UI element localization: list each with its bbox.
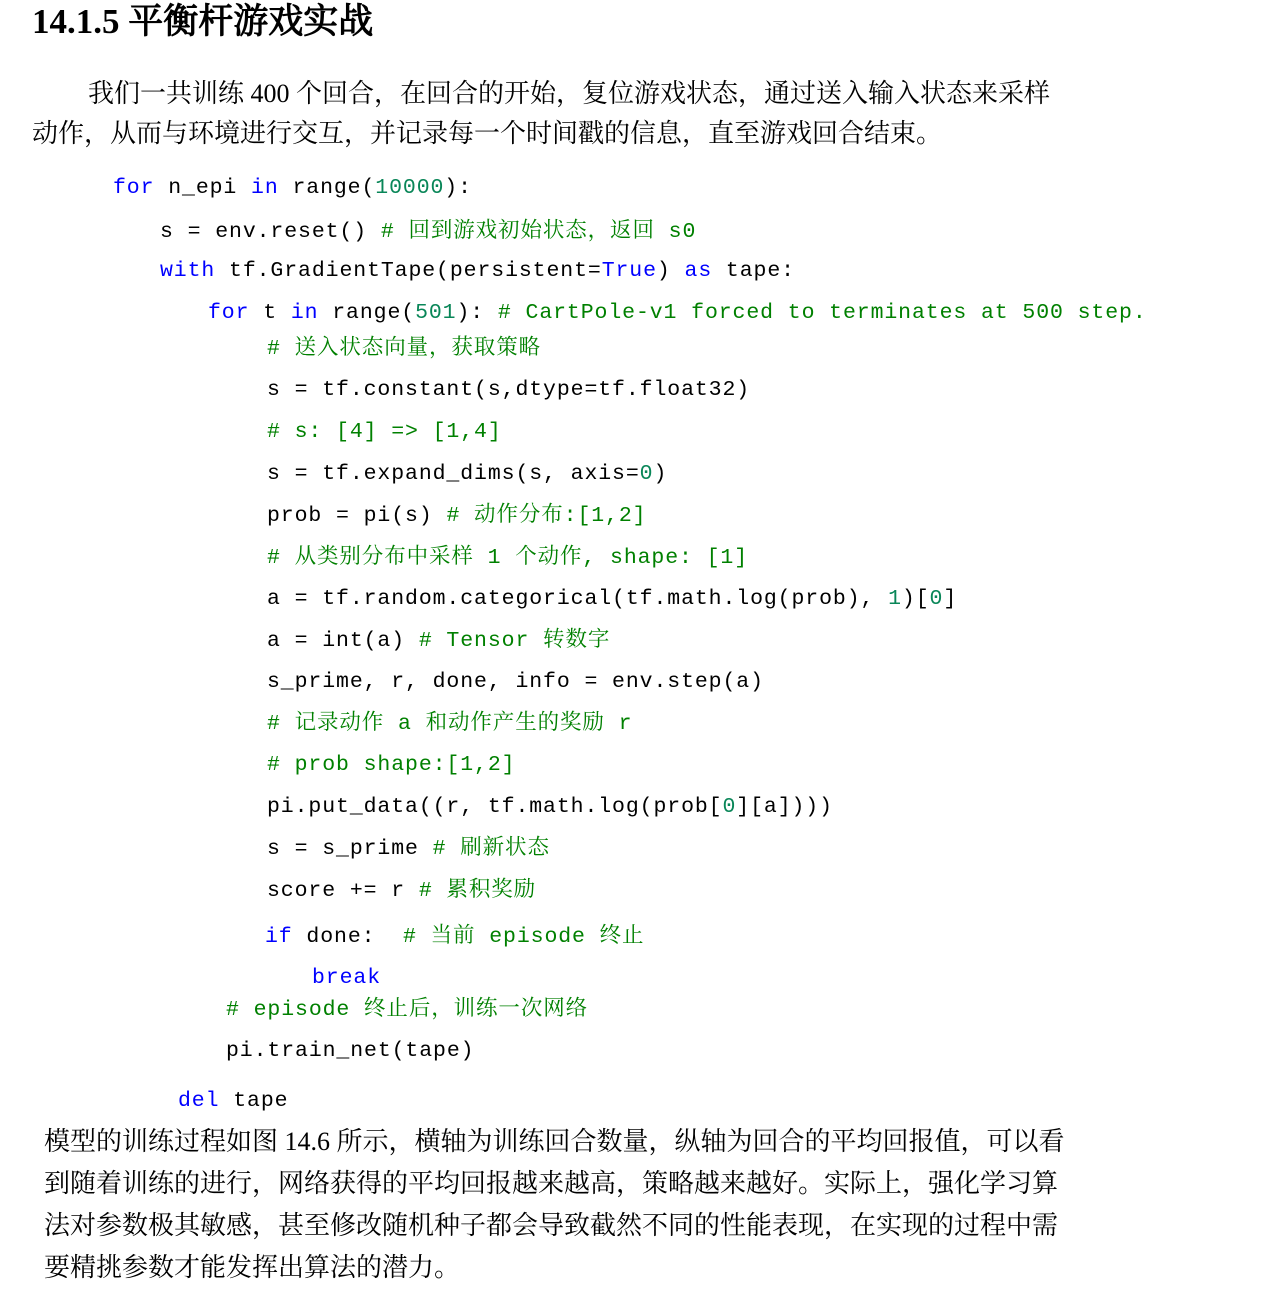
code-token-comment: # prob shape:[1,2] xyxy=(267,753,516,777)
code-line xyxy=(208,299,1147,327)
code-token-plain: s = tf.constant(s,dtype=tf.float32) xyxy=(267,378,751,402)
code-line xyxy=(267,710,632,738)
code-line xyxy=(267,376,750,404)
code-token-plain: n_epi xyxy=(154,176,252,200)
code-token-number: 0 xyxy=(929,587,944,611)
code-token-plain: a = int(a) xyxy=(267,629,419,653)
code-token-plain: pi.put_data((r, tf.math.log(prob[ xyxy=(267,795,723,819)
outro-line: 要精挑参数才能发挥出算法的潜力。 xyxy=(44,1253,461,1282)
code-token-keyword: with xyxy=(160,259,216,283)
code-token-comment: # CartPole-v1 forced to terminates at 500 step. xyxy=(497,301,1147,325)
code-token-plain: score += r xyxy=(267,879,419,903)
outro-line: 模型的训练过程如图 14.6 所示，横轴为训练回合数量，纵轴为回合的平均回报值，可以看 xyxy=(44,1127,1065,1156)
code-line xyxy=(160,257,795,285)
code-line xyxy=(160,218,696,246)
code-token-keyword: del xyxy=(178,1089,220,1113)
code-token-plain: a = tf.random.categorical(tf.math.log(prob), xyxy=(267,587,889,611)
code-token-keyword: for xyxy=(208,301,250,325)
code-line xyxy=(267,335,541,363)
code-line xyxy=(226,996,588,1024)
code-line xyxy=(178,1087,288,1115)
code-token-plain: s = env.reset() xyxy=(160,220,381,244)
code-token-plain: ) xyxy=(656,259,685,283)
code-token-plain: prob = pi(s) xyxy=(267,504,447,528)
code-line xyxy=(267,793,833,821)
code-token-plain: t xyxy=(249,301,291,325)
code-token-plain: s_prime, r, done, info = env.step(a) xyxy=(267,670,764,694)
code-line xyxy=(267,877,536,905)
outro-line: 法对参数极其敏感，甚至修改随机种子都会导致截然不同的性能表现，在实现的过程中需 xyxy=(44,1211,1059,1240)
code-token-plain: ): xyxy=(444,176,472,200)
intro-line: 我们一共训练 400 个回合，在回合的开始，复位游戏状态，通过送入输入状态来采样 xyxy=(88,79,1051,108)
code-token-number: 10000 xyxy=(375,176,445,200)
code-token-comment: # 刷新状态 xyxy=(432,837,550,861)
code-line xyxy=(312,964,381,992)
code-token-number: 0 xyxy=(639,462,654,486)
code-token-plain: tape xyxy=(219,1089,289,1113)
code-token-plain: ] xyxy=(943,587,958,611)
code-line xyxy=(267,627,610,655)
code-line xyxy=(267,835,550,863)
code-line xyxy=(267,544,748,572)
code-token-plain: range( xyxy=(278,176,376,200)
code-token-comment: # 累积奖励 xyxy=(418,879,537,903)
code-token-plain: s = tf.expand_dims(s, axis= xyxy=(267,462,640,486)
code-token-comment: # 动作分布:[1,2] xyxy=(446,504,647,528)
code-token-plain: ) xyxy=(653,462,668,486)
code-token-number: 1 xyxy=(888,587,902,611)
code-token-plain: pi.train_net(tape) xyxy=(226,1039,475,1063)
code-token-plain: s = s_prime xyxy=(267,837,433,861)
code-line xyxy=(267,502,646,530)
code-token-keyword: in xyxy=(251,176,279,200)
intro-line: 动作，从而与环境进行交互，并记录每一个时间戳的信息，直至游戏回合结束。 xyxy=(32,119,943,148)
code-token-keyword: True xyxy=(601,259,657,283)
code-token-plain: tf.GradientTape(persistent= xyxy=(215,259,602,283)
code-token-number: 501 xyxy=(415,301,457,325)
code-token-comment: # 回到游戏初始状态，返回 s0 xyxy=(380,220,697,244)
code-token-plain: )[ xyxy=(901,587,930,611)
code-line xyxy=(226,1037,474,1065)
code-line xyxy=(267,751,515,779)
code-token-plain: range( xyxy=(318,301,416,325)
code-token-keyword: as xyxy=(684,259,713,283)
code-token-plain: tape: xyxy=(712,259,795,283)
code-token-comment: # 从类别分布中采样 1 个动作, shape: [1] xyxy=(267,546,749,570)
outro-line: 到随着训练的进行，网络获得的平均回报越来越高，策略越来越好。实际上，强化学习算 xyxy=(44,1169,1059,1198)
code-line xyxy=(267,585,957,613)
code-token-keyword: in xyxy=(290,301,319,325)
code-token-plain: ][a]))) xyxy=(736,795,833,819)
code-token-comment: # Tensor 转数字 xyxy=(418,629,611,653)
code-token-comment: # episode 终止后，训练一次网络 xyxy=(226,998,589,1022)
code-token-number: 0 xyxy=(722,795,737,819)
code-line xyxy=(113,174,472,202)
code-token-keyword: for xyxy=(113,176,155,200)
code-token-plain: ): xyxy=(456,301,498,325)
code-token-comment: # 记录动作 a 和动作产生的奖励 r xyxy=(267,712,633,736)
code-line xyxy=(267,668,764,696)
code-token-comment: # s: [4] => [1,4] xyxy=(267,420,502,444)
code-line xyxy=(267,460,667,488)
code-line xyxy=(267,418,502,446)
code-token-plain: done: xyxy=(292,925,404,949)
code-token-comment: # 当前 episode 终止 xyxy=(403,925,645,949)
code-line xyxy=(265,923,644,951)
code-token-comment: # 送入状态向量，获取策略 xyxy=(267,337,542,361)
code-token-keyword: if xyxy=(265,925,293,949)
code-token-keyword: break xyxy=(312,966,382,990)
section-heading: 14.1.5 平衡杆游戏实战 xyxy=(32,2,374,41)
